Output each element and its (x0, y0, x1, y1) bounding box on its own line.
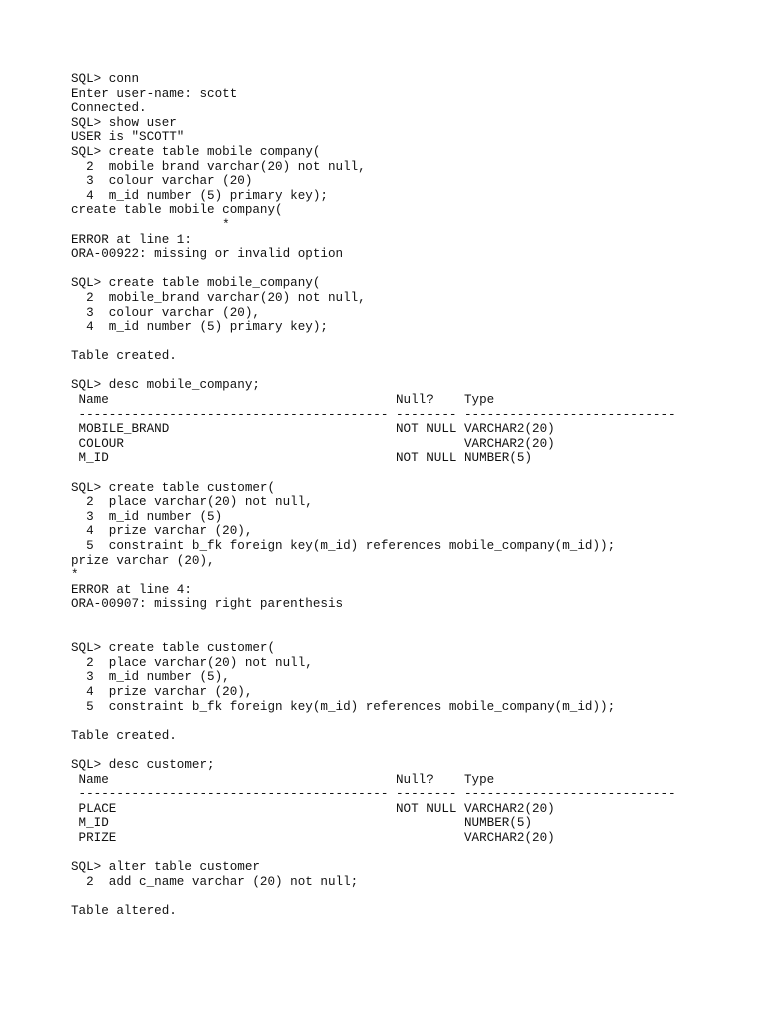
console-line: Table created. (71, 728, 177, 743)
console-line: MOBILE_BRAND NOT NULL VARCHAR2(20) (71, 422, 555, 437)
console-line: ----------------------------------------- -------- ---------------------------- (71, 407, 676, 422)
console-line: * (71, 217, 230, 232)
console-line: * (71, 568, 79, 583)
console-line: 5 constraint b_fk foreign key(m_id) references mobile_company(m_id)); (71, 699, 616, 714)
console-line: prize varchar (20), (71, 553, 215, 568)
console-line: ERROR at line 1: (71, 232, 192, 247)
console-line (71, 845, 761, 860)
console-line: 3 colour varchar (20) (71, 174, 253, 189)
console-line (71, 889, 761, 904)
console-line: 2 add c_name varchar (20) not null; (71, 874, 359, 889)
console-line: PLACE NOT NULL VARCHAR2(20) (71, 801, 555, 816)
console-line: ERROR at line 4: (71, 582, 192, 597)
console-line: ----------------------------------------- -------- ---------------------------- (71, 787, 676, 802)
console-line: SQL> show user (71, 115, 177, 130)
console-line: M_ID NOT NULL NUMBER(5) (71, 451, 533, 466)
console-line: SQL> create table mobile company( (71, 144, 321, 159)
sql-console-transcript (71, 72, 761, 918)
console-line: COLOUR VARCHAR2(20) (71, 436, 555, 451)
console-line (71, 335, 761, 350)
console-line: Name Null? Type (71, 772, 495, 787)
console-line: ORA-00922: missing or invalid option (71, 247, 344, 262)
console-line: Name Null? Type (71, 393, 495, 408)
console-line: Table created. (71, 349, 177, 364)
console-line (71, 364, 761, 379)
console-line: 4 prize varchar (20), (71, 684, 253, 699)
console-line: Enter user-name: scott (71, 86, 238, 101)
console-line: 3 m_id number (5), (71, 670, 230, 685)
console-line: 4 m_id number (5) primary key); (71, 320, 328, 335)
document-page (71, 72, 761, 918)
console-line (71, 743, 761, 758)
console-line: SQL> create table customer( (71, 480, 276, 495)
console-line: PRIZE VARCHAR2(20) (71, 830, 555, 845)
console-line: 4 m_id number (5) primary key); (71, 188, 328, 203)
console-line: 2 place varchar(20) not null, (71, 495, 313, 510)
console-line (71, 612, 761, 627)
console-line: 2 place varchar(20) not null, (71, 655, 313, 670)
console-line (71, 714, 761, 729)
console-line: 5 constraint b_fk foreign key(m_id) references mobile_company(m_id)); (71, 539, 616, 553)
console-line: 3 colour varchar (20), (71, 305, 260, 320)
console-line: SQL> create table mobile_company( (71, 276, 321, 291)
console-line: Connected. (71, 101, 147, 116)
console-line (71, 262, 761, 277)
console-line: 4 prize varchar (20), (71, 524, 253, 539)
console-line: USER is "SCOTT" (71, 130, 185, 145)
console-line (71, 466, 761, 481)
console-line: SQL> desc customer; (71, 757, 215, 772)
console-line: SQL> conn (71, 72, 140, 86)
console-line: create table mobile company( (71, 203, 283, 218)
console-line (71, 627, 761, 642)
console-line: SQL> create table customer( (71, 641, 276, 656)
console-line: ORA-00907: missing right parenthesis (71, 597, 344, 612)
console-line: 2 mobile_brand varchar(20) not null, (71, 290, 366, 305)
console-line: SQL> alter table customer (71, 860, 260, 875)
console-line: 3 m_id number (5) (71, 509, 223, 524)
console-line: M_ID NUMBER(5) (71, 816, 533, 831)
console-line: SQL> desc mobile_company; (71, 378, 260, 393)
console-line: Table altered. (71, 903, 177, 918)
console-line: 2 mobile brand varchar(20) not null, (71, 159, 366, 174)
